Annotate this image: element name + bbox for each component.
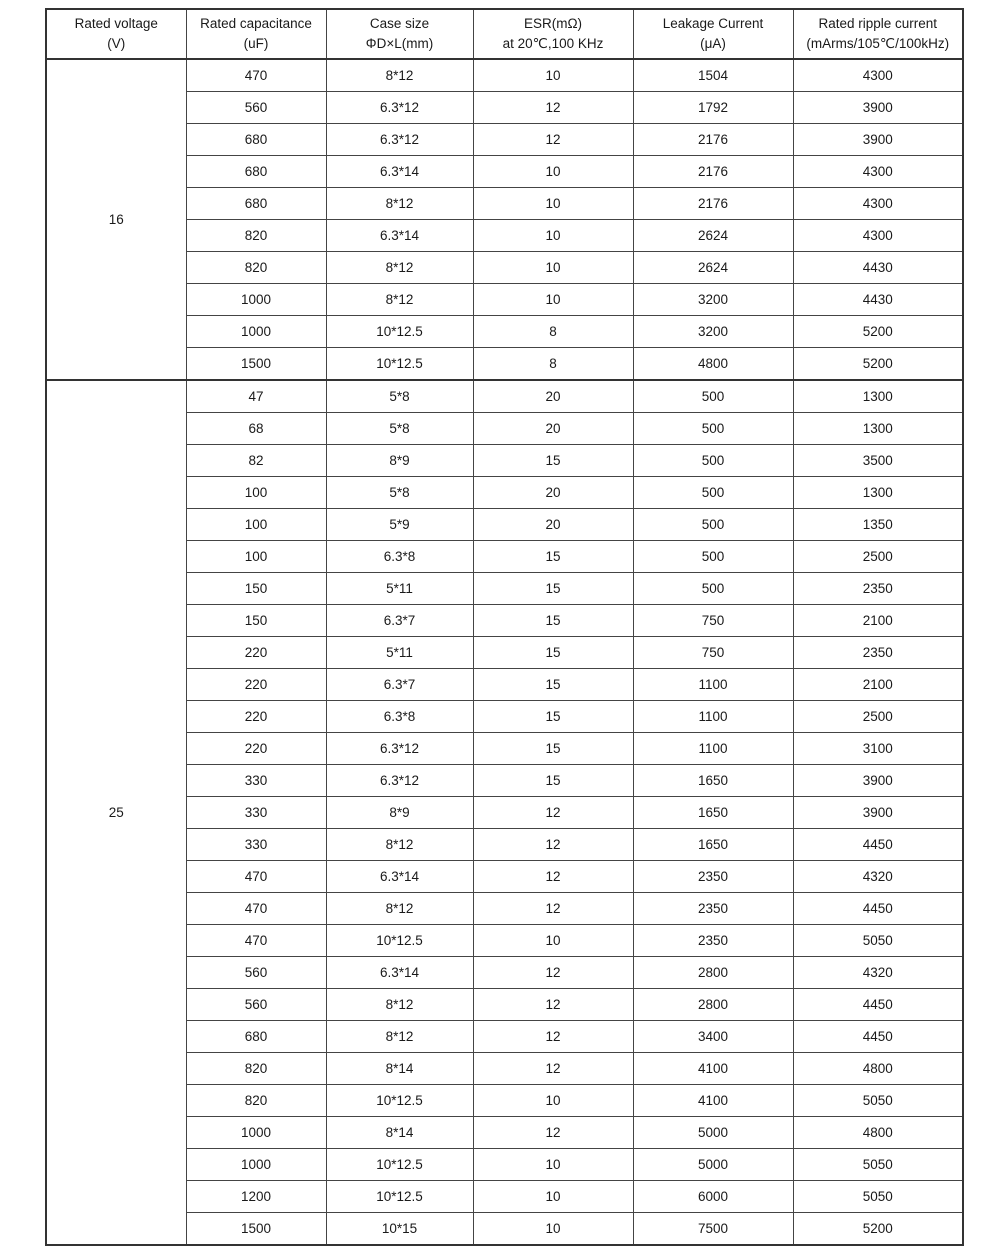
- spec-cell: 8: [473, 316, 633, 348]
- spec-cell: 330: [186, 765, 326, 797]
- spec-cell: 12: [473, 861, 633, 893]
- spec-cell: 6.3*12: [326, 765, 473, 797]
- spec-cell: 470: [186, 861, 326, 893]
- spec-cell: 15: [473, 733, 633, 765]
- header-line: Leakage Current: [662, 16, 764, 32]
- spec-cell: 4300: [793, 156, 963, 188]
- spec-cell: 500: [633, 573, 793, 605]
- spec-cell: 10: [473, 59, 633, 92]
- spec-cell: 20: [473, 413, 633, 445]
- spec-cell: 82: [186, 445, 326, 477]
- spec-cell: 4450: [793, 1021, 963, 1053]
- spec-cell: 1500: [186, 348, 326, 381]
- spec-cell: 4320: [793, 957, 963, 989]
- spec-cell: 2624: [633, 252, 793, 284]
- spec-cell: 10: [473, 220, 633, 252]
- spec-cell: 1300: [793, 380, 963, 413]
- spec-cell: 820: [186, 252, 326, 284]
- spec-cell: 8*14: [326, 1117, 473, 1149]
- spec-cell: 3100: [793, 733, 963, 765]
- spec-cell: 1500: [186, 1213, 326, 1246]
- spec-cell: 2350: [793, 637, 963, 669]
- spec-cell: 15: [473, 605, 633, 637]
- spec-cell: 8*12: [326, 989, 473, 1021]
- spec-cell: 3900: [793, 765, 963, 797]
- spec-cell: 47: [186, 380, 326, 413]
- spec-cell: 680: [186, 156, 326, 188]
- spec-cell: 1650: [633, 829, 793, 861]
- spec-cell: 330: [186, 797, 326, 829]
- spec-cell: 6.3*12: [326, 733, 473, 765]
- spec-cell: 6.3*7: [326, 605, 473, 637]
- spec-cell: 2350: [633, 893, 793, 925]
- spec-cell: 5000: [633, 1149, 793, 1181]
- spec-cell: 10: [473, 284, 633, 316]
- spec-cell: 10*12.5: [326, 348, 473, 381]
- spec-cell: 820: [186, 1085, 326, 1117]
- header-line: Rated voltage: [74, 16, 158, 32]
- spec-cell: 8*12: [326, 893, 473, 925]
- spec-cell: 3400: [633, 1021, 793, 1053]
- spec-cell: 2800: [633, 957, 793, 989]
- spec-cell: 5*11: [326, 573, 473, 605]
- spec-cell: 2176: [633, 156, 793, 188]
- spec-cell: 1000: [186, 316, 326, 348]
- spec-cell: 7500: [633, 1213, 793, 1246]
- spec-cell: 680: [186, 188, 326, 220]
- spec-cell: 1650: [633, 765, 793, 797]
- spec-cell: 3200: [633, 316, 793, 348]
- col-header-esr: [473, 9, 633, 59]
- spec-cell: 15: [473, 573, 633, 605]
- header-line: Rated ripple current: [818, 16, 938, 32]
- spec-cell: 12: [473, 1053, 633, 1085]
- header-line: Case size: [369, 16, 430, 32]
- spec-cell: 4450: [793, 989, 963, 1021]
- header-line: (uF): [243, 36, 269, 51]
- spec-cell: 5000: [633, 1117, 793, 1149]
- spec-cell: 1100: [633, 701, 793, 733]
- spec-cell: 8*12: [326, 252, 473, 284]
- spec-cell: 5*8: [326, 413, 473, 445]
- header-line: ΦD×L(mm): [365, 36, 434, 51]
- header-line: (V): [107, 36, 126, 51]
- spec-cell: 820: [186, 220, 326, 252]
- spec-cell: 5200: [793, 1213, 963, 1246]
- spec-cell: 5050: [793, 925, 963, 957]
- header-row: [46, 9, 963, 59]
- spec-cell: 470: [186, 59, 326, 92]
- spec-cell: 15: [473, 765, 633, 797]
- spec-cell: 2624: [633, 220, 793, 252]
- spec-cell: 500: [633, 413, 793, 445]
- spec-cell: 6.3*14: [326, 861, 473, 893]
- table-header: [46, 9, 963, 59]
- spec-table-body: [46, 59, 963, 1245]
- spec-cell: 1200: [186, 1181, 326, 1213]
- spec-cell: 4300: [793, 220, 963, 252]
- spec-cell: 15: [473, 541, 633, 573]
- spec-cell: 3900: [793, 797, 963, 829]
- spec-cell: 100: [186, 477, 326, 509]
- spec-cell: 10*12.5: [326, 925, 473, 957]
- spec-cell: 20: [473, 477, 633, 509]
- table-row: [46, 59, 963, 92]
- spec-cell: 8*12: [326, 829, 473, 861]
- spec-cell: 10: [473, 1181, 633, 1213]
- spec-cell: 5050: [793, 1085, 963, 1117]
- voltage-group-cell: 25: [46, 380, 186, 1245]
- spec-cell: 1650: [633, 797, 793, 829]
- spec-cell: 220: [186, 733, 326, 765]
- spec-cell: 680: [186, 1021, 326, 1053]
- spec-cell: 100: [186, 509, 326, 541]
- spec-cell: 1100: [633, 733, 793, 765]
- spec-cell: 15: [473, 637, 633, 669]
- spec-cell: 2350: [633, 861, 793, 893]
- spec-cell: 1000: [186, 1117, 326, 1149]
- spec-cell: 2350: [633, 925, 793, 957]
- spec-cell: 10*12.5: [326, 1085, 473, 1117]
- table-row: [46, 380, 963, 413]
- spec-cell: 4430: [793, 252, 963, 284]
- spec-cell: 6.3*8: [326, 541, 473, 573]
- spec-cell: 1000: [186, 1149, 326, 1181]
- spec-cell: 4300: [793, 188, 963, 220]
- spec-cell: 3900: [793, 124, 963, 156]
- spec-cell: 8*12: [326, 188, 473, 220]
- spec-cell: 6.3*14: [326, 156, 473, 188]
- spec-cell: 4450: [793, 829, 963, 861]
- spec-cell: 5200: [793, 316, 963, 348]
- spec-cell: 500: [633, 477, 793, 509]
- spec-cell: 500: [633, 541, 793, 573]
- spec-cell: 20: [473, 509, 633, 541]
- spec-cell: 4100: [633, 1053, 793, 1085]
- spec-cell: 1300: [793, 413, 963, 445]
- spec-cell: 1000: [186, 284, 326, 316]
- spec-cell: 12: [473, 92, 633, 124]
- spec-cell: 2176: [633, 124, 793, 156]
- spec-cell: 1504: [633, 59, 793, 92]
- spec-cell: 220: [186, 701, 326, 733]
- spec-cell: 10: [473, 188, 633, 220]
- spec-cell: 6.3*7: [326, 669, 473, 701]
- header-line: (μA): [700, 36, 726, 51]
- spec-cell: 10: [473, 1149, 633, 1181]
- col-header-ripple-current: [793, 9, 963, 59]
- spec-cell: 10*12.5: [326, 1149, 473, 1181]
- spec-cell: 12: [473, 829, 633, 861]
- spec-cell: 220: [186, 669, 326, 701]
- spec-cell: 4320: [793, 861, 963, 893]
- spec-cell: 15: [473, 669, 633, 701]
- spec-cell: 10: [473, 252, 633, 284]
- spec-cell: 4450: [793, 893, 963, 925]
- spec-cell: 470: [186, 925, 326, 957]
- spec-cell: 4800: [633, 348, 793, 381]
- spec-cell: 820: [186, 1053, 326, 1085]
- spec-cell: 5050: [793, 1181, 963, 1213]
- spec-cell: 5*8: [326, 477, 473, 509]
- spec-cell: 6.3*12: [326, 124, 473, 156]
- spec-cell: 1792: [633, 92, 793, 124]
- spec-cell: 15: [473, 445, 633, 477]
- spec-cell: 10: [473, 925, 633, 957]
- spec-cell: 100: [186, 541, 326, 573]
- spec-cell: 6.3*12: [326, 92, 473, 124]
- spec-cell: 15: [473, 701, 633, 733]
- spec-cell: 8*12: [326, 1021, 473, 1053]
- spec-cell: 8: [473, 348, 633, 381]
- spec-cell: 8*12: [326, 59, 473, 92]
- spec-cell: 10: [473, 1085, 633, 1117]
- spec-cell: 12: [473, 797, 633, 829]
- spec-cell: 470: [186, 893, 326, 925]
- header-line: (mArms/105℃/100kHz): [806, 36, 950, 51]
- spec-cell: 500: [633, 509, 793, 541]
- spec-cell: 1300: [793, 477, 963, 509]
- spec-cell: 4800: [793, 1117, 963, 1149]
- spec-cell: 2100: [793, 605, 963, 637]
- spec-cell: 12: [473, 893, 633, 925]
- spec-cell: 2800: [633, 989, 793, 1021]
- spec-cell: 2350: [793, 573, 963, 605]
- header-line: ESR(mΩ): [523, 16, 583, 32]
- spec-cell: 12: [473, 124, 633, 156]
- spec-cell: 10*12.5: [326, 316, 473, 348]
- col-header-rated-voltage: [46, 9, 186, 59]
- spec-cell: 10*15: [326, 1213, 473, 1246]
- spec-cell: 150: [186, 605, 326, 637]
- spec-cell: 6000: [633, 1181, 793, 1213]
- capacitor-spec-table: [45, 8, 964, 1246]
- spec-cell: 8*9: [326, 445, 473, 477]
- spec-cell: 2500: [793, 541, 963, 573]
- spec-cell: 1350: [793, 509, 963, 541]
- spec-cell: 500: [633, 380, 793, 413]
- spec-cell: 220: [186, 637, 326, 669]
- spec-cell: 750: [633, 637, 793, 669]
- spec-cell: 3900: [793, 92, 963, 124]
- spec-cell: 4800: [793, 1053, 963, 1085]
- spec-cell: 2176: [633, 188, 793, 220]
- col-header-leakage-current: [633, 9, 793, 59]
- voltage-group-cell: 16: [46, 59, 186, 380]
- spec-cell: 750: [633, 605, 793, 637]
- spec-cell: 4100: [633, 1085, 793, 1117]
- spec-cell: 10: [473, 1213, 633, 1246]
- spec-cell: 6.3*14: [326, 957, 473, 989]
- spec-cell: 500: [633, 445, 793, 477]
- spec-cell: 680: [186, 124, 326, 156]
- spec-cell: 4430: [793, 284, 963, 316]
- spec-cell: 560: [186, 989, 326, 1021]
- spec-cell: 6.3*8: [326, 701, 473, 733]
- spec-cell: 12: [473, 1021, 633, 1053]
- spec-cell: 10: [473, 156, 633, 188]
- spec-cell: 150: [186, 573, 326, 605]
- spec-cell: 1100: [633, 669, 793, 701]
- spec-cell: 20: [473, 380, 633, 413]
- spec-cell: 10*12.5: [326, 1181, 473, 1213]
- spec-cell: 5*9: [326, 509, 473, 541]
- spec-cell: 5*11: [326, 637, 473, 669]
- spec-cell: 3500: [793, 445, 963, 477]
- col-header-rated-capacitance: [186, 9, 326, 59]
- spec-cell: 3200: [633, 284, 793, 316]
- spec-cell: 68: [186, 413, 326, 445]
- spec-cell: 12: [473, 957, 633, 989]
- spec-cell: 12: [473, 1117, 633, 1149]
- spec-cell: 5*8: [326, 380, 473, 413]
- col-header-case-size: [326, 9, 473, 59]
- spec-cell: 560: [186, 92, 326, 124]
- spec-cell: 8*14: [326, 1053, 473, 1085]
- spec-cell: 560: [186, 957, 326, 989]
- spec-cell: 5200: [793, 348, 963, 381]
- header-line: Rated capacitance: [200, 16, 312, 32]
- spec-cell: 2500: [793, 701, 963, 733]
- header-line: at 20℃,100 KHz: [502, 36, 604, 51]
- spec-cell: 8*9: [326, 797, 473, 829]
- spec-cell: 6.3*14: [326, 220, 473, 252]
- spec-cell: 330: [186, 829, 326, 861]
- spec-cell: 5050: [793, 1149, 963, 1181]
- spec-cell: 12: [473, 989, 633, 1021]
- spec-cell: 8*12: [326, 284, 473, 316]
- spec-cell: 2100: [793, 669, 963, 701]
- spec-cell: 4300: [793, 59, 963, 92]
